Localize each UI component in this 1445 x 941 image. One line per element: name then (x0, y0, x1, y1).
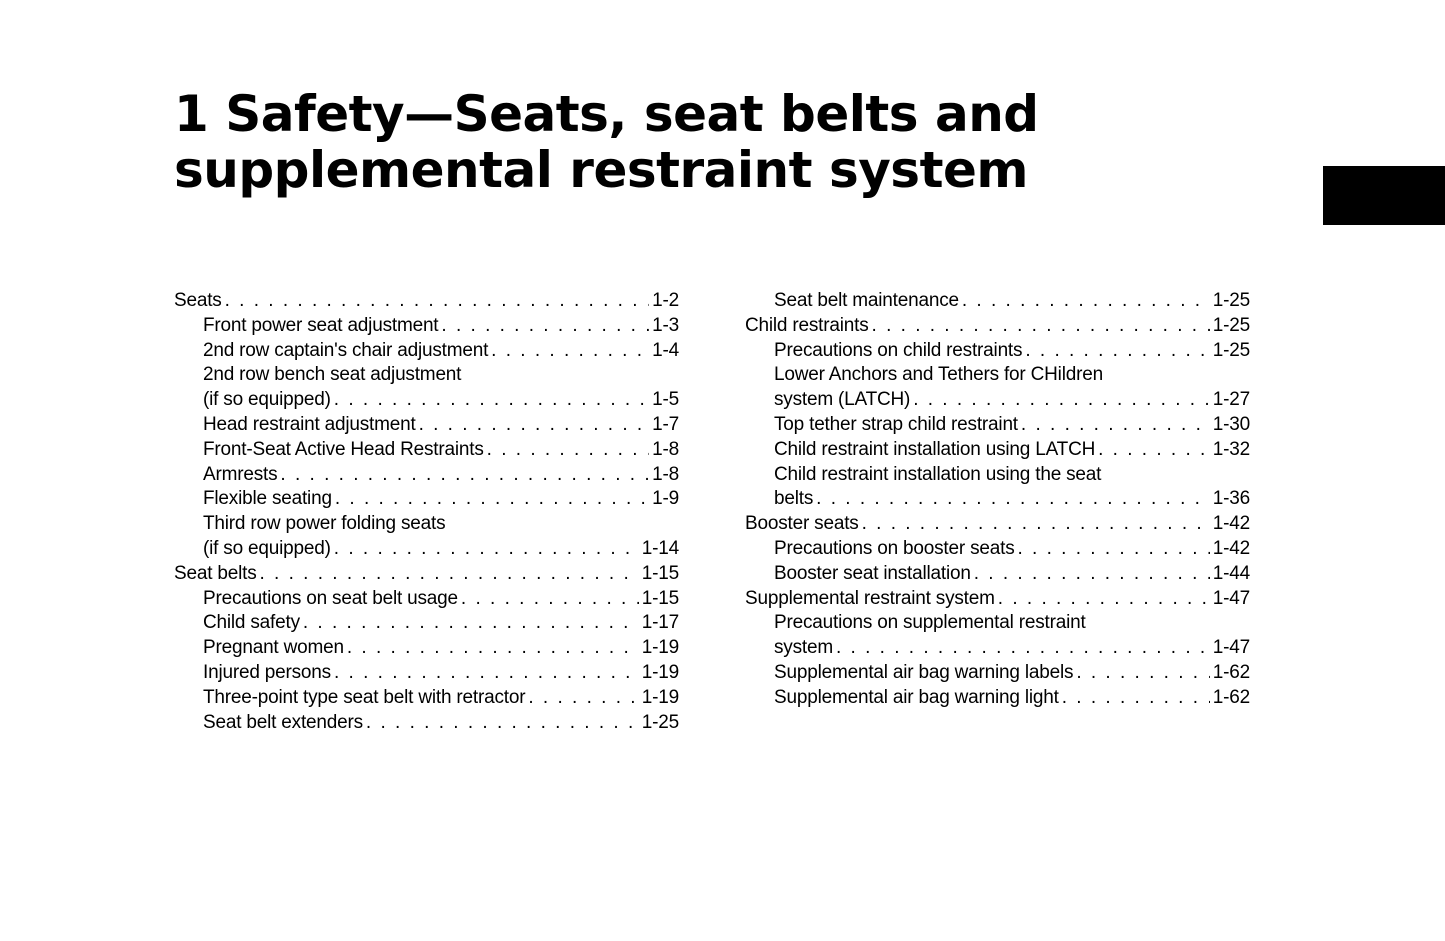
toc-entry-label: Seat belts (174, 562, 257, 584)
dot-leader (872, 314, 1210, 339)
toc-entry-label: Top tether strap child restraint (774, 413, 1018, 435)
toc-entry[interactable] (745, 413, 1250, 438)
dot-leader (461, 587, 639, 612)
toc-entry-page: 1-27 (1212, 389, 1250, 411)
toc-entry-label: (if so equipped) (203, 389, 331, 411)
toc-entry-page: 1-15 (641, 587, 679, 609)
toc-entry-label: system (LATCH) (774, 389, 911, 411)
toc-entry[interactable] (745, 363, 1250, 413)
toc-entry-label-line1: Third row power folding seats (203, 513, 446, 535)
dot-leader (836, 636, 1210, 661)
toc-entry[interactable] (745, 463, 1250, 513)
toc-entry-page: 1-4 (652, 339, 679, 361)
dot-leader (974, 562, 1210, 587)
toc-entry[interactable] (745, 686, 1250, 711)
toc-entry-label: Injured persons (203, 661, 331, 683)
dot-leader (1025, 339, 1209, 364)
toc-entry-label: Seat belt extenders (203, 711, 363, 733)
chapter-title-line-2: supplemental restraint system (174, 141, 1028, 199)
toc-entry[interactable] (745, 512, 1250, 537)
dot-leader (1018, 537, 1210, 562)
dot-leader (347, 636, 639, 661)
toc-entry[interactable] (745, 339, 1250, 364)
toc-entry[interactable] (174, 314, 679, 339)
toc-entry[interactable] (174, 339, 679, 364)
toc-entry-label: Pregnant women (203, 637, 344, 659)
toc-entry-label: Precautions on seat belt usage (203, 587, 458, 609)
toc-entry[interactable] (174, 636, 679, 661)
toc-entry-label: Head restraint adjustment (203, 413, 416, 435)
toc-left-column (174, 289, 679, 735)
toc-entry-page: 1-19 (641, 637, 679, 659)
dot-leader (816, 487, 1210, 512)
dot-leader (303, 611, 639, 636)
dot-leader (862, 512, 1210, 537)
toc-entry-page: 1-19 (641, 661, 679, 683)
toc-entry-page: 1-25 (1212, 290, 1250, 311)
toc-entry[interactable] (745, 537, 1250, 562)
toc-entry[interactable] (745, 587, 1250, 612)
dot-leader (1076, 661, 1209, 686)
toc-entry-page: 1-42 (1212, 513, 1250, 535)
dot-leader (260, 562, 639, 587)
dot-leader (366, 711, 639, 736)
toc-entry-label-line1: 2nd row bench seat adjustment (203, 364, 462, 386)
toc-entry[interactable] (174, 711, 679, 736)
dot-leader (1098, 438, 1210, 463)
dot-leader (1021, 413, 1210, 438)
toc-entry-label: Child restraint installation using LATCH (774, 438, 1096, 460)
toc-entry-label: Precautions on booster seats (774, 537, 1015, 559)
toc-entry-page: 1-47 (1212, 637, 1250, 659)
toc-entry-page: 1-5 (652, 389, 679, 411)
toc-entry[interactable] (745, 661, 1250, 686)
toc-entry-page: 1-9 (652, 488, 679, 510)
toc-entry[interactable] (174, 487, 679, 512)
dot-leader (419, 413, 650, 438)
toc-entry-page: 1-2 (652, 290, 679, 311)
dot-leader (280, 463, 649, 488)
chapter-tab-marker (1323, 166, 1445, 225)
toc-entry[interactable] (174, 587, 679, 612)
toc-entry-label: Front-Seat Active Head Restraints (203, 438, 484, 460)
toc-entry-page: 1-47 (1212, 587, 1250, 609)
toc-entry[interactable] (745, 314, 1250, 339)
toc-entry-label: Precautions on child restraints (774, 339, 1023, 361)
toc-entry-label: Child restraints (745, 314, 869, 336)
toc-entry[interactable] (174, 512, 679, 562)
toc-entry-label: Supplemental air bag warning labels (774, 661, 1074, 683)
chapter-title (174, 86, 1174, 198)
toc-entry-page: 1-36 (1212, 488, 1250, 510)
toc-entry-page: 1-14 (641, 537, 679, 559)
dot-leader (441, 314, 649, 339)
toc-entry[interactable] (174, 289, 679, 314)
toc-right-column (745, 289, 1250, 711)
toc-entry-page: 1-44 (1212, 562, 1250, 584)
toc-entry[interactable] (745, 289, 1250, 314)
toc-entry-page: 1-62 (1212, 661, 1250, 683)
toc-entry-label: Flexible seating (203, 488, 332, 510)
dot-leader (998, 587, 1210, 612)
toc-entry-page: 1-25 (1212, 314, 1250, 336)
toc-entry[interactable] (745, 611, 1250, 661)
toc-entry-label: Seats (174, 290, 222, 311)
toc-entry[interactable] (174, 686, 679, 711)
dot-leader (334, 661, 639, 686)
toc-entry-label: Three-point type seat belt with retractor (203, 686, 526, 708)
toc-entry-label: Booster seats (745, 513, 859, 535)
toc-entry-page: 1-30 (1212, 413, 1250, 435)
dot-leader (1062, 686, 1210, 711)
toc-entry-label: belts (774, 488, 814, 510)
toc-entry[interactable] (174, 562, 679, 587)
toc-entry[interactable] (174, 363, 679, 413)
toc-entry-page: 1-17 (641, 612, 679, 634)
toc-entry[interactable] (174, 438, 679, 463)
toc-entry-page: 1-7 (652, 413, 679, 435)
toc-entry-label: 2nd row captain's chair adjustment (203, 339, 489, 361)
toc-entry-label: Front power seat adjustment (203, 314, 439, 336)
toc-entry[interactable] (174, 413, 679, 438)
toc-entry[interactable] (174, 463, 679, 488)
toc-entry-page: 1-25 (641, 711, 679, 733)
toc-entry-page: 1-62 (1212, 686, 1250, 708)
toc-entry[interactable] (745, 562, 1250, 587)
toc-entry-label: Supplemental air bag warning light (774, 686, 1059, 708)
toc-entry-label: system (774, 637, 833, 659)
toc-entry-label: Supplemental restraint system (745, 587, 995, 609)
dot-leader (334, 537, 639, 562)
toc-entry[interactable] (174, 661, 679, 686)
toc-entry-page: 1-19 (641, 686, 679, 708)
dot-leader (334, 388, 649, 413)
toc-entry-label: Booster seat installation (774, 562, 971, 584)
toc-entry-page: 1-15 (641, 562, 679, 584)
toc-entry-page: 1-42 (1212, 537, 1250, 559)
toc-entry-page: 1-8 (652, 438, 679, 460)
toc-entry-label: Child safety (203, 612, 300, 634)
dot-leader (962, 289, 1210, 314)
dot-leader (528, 686, 638, 711)
chapter-title-line-1: 1 Safety—Seats, seat belts and (174, 85, 1039, 143)
toc-entry[interactable] (745, 438, 1250, 463)
toc-entry-page: 1-32 (1212, 438, 1250, 460)
toc-entry-label-line1: Child restraint installation using the seat (774, 463, 1102, 485)
dot-leader (487, 438, 649, 463)
toc-entry-label-line1: Precautions on supplemental restraint (774, 612, 1086, 634)
toc-entry-label: Armrests (203, 463, 278, 485)
toc-entry-page: 1-25 (1212, 339, 1250, 361)
toc-entry-label: (if so equipped) (203, 537, 331, 559)
dot-leader (913, 388, 1210, 413)
dot-leader (491, 339, 649, 364)
toc-entry-page: 1-3 (652, 314, 679, 336)
toc-entry-page: 1-8 (652, 463, 679, 485)
dot-leader (335, 487, 649, 512)
toc-entry-label: Seat belt maintenance (774, 290, 959, 311)
dot-leader (225, 289, 650, 314)
toc-entry[interactable] (174, 611, 679, 636)
toc-entry-label-line1: Lower Anchors and Tethers for CHildren (774, 364, 1103, 386)
